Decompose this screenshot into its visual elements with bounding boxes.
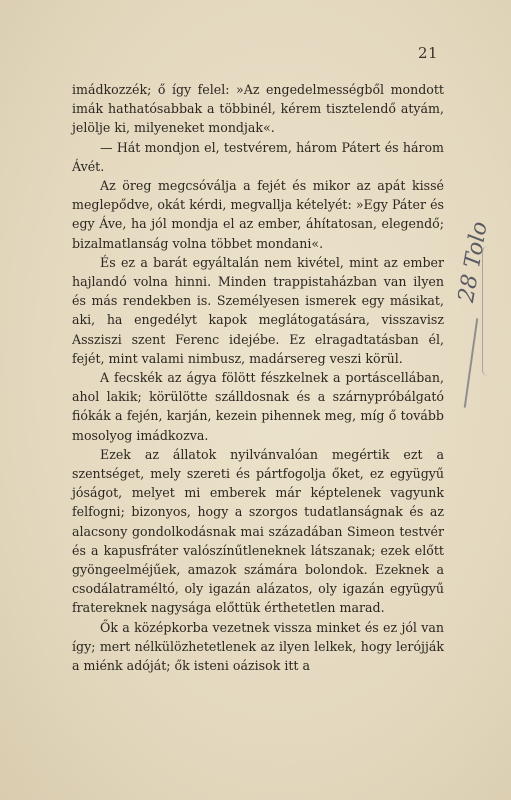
paragraph-4: És ez a barát egyáltalán nem kivétel, mint az ember hajlandó volna hinni. Minden trappistaházban van ilyen és más rendekben is. Személyesen ismerek egy másikat, aki, ha engedélyt kapok meglátogatására, visszavisz Assziszi szent Ferenc idejébe. Ez elragadtatásban él, fejét, mint valami nimbusz, madársereg veszi körül.	[72, 254, 444, 366]
body-text	[72, 80, 444, 675]
pencil-line	[464, 318, 479, 407]
paragraph-1: imádkozzék; ő így felel: »Az engedelmességből mondott imák hathatósabbak a többinél, kérem tisztelendő atyám, jelölje ki, milyeneket mondjak«.	[72, 82, 444, 136]
paragraph-5: A fecskék az ágya fölött fészkelnek a portáscellában, ahol lakik; körülötte szálldosnak és a szárnypróbálgató fiókák a fején, karján, kezein pihennek meg, míg ő tovább mosolyog imádkozva.	[72, 370, 444, 443]
paragraph-7: Ők a középkorba vezetnek vissza minket és ez jól van így; mert nélkülözhetetlenek az ilyen lelkek, hogy lerójják a miénk adóját; ők isteni oázisok itt a	[72, 619, 444, 674]
handwritten-margin-note: 28 Tolo	[454, 219, 493, 305]
paragraph-3: Az öreg megcsóválja a fejét és mikor az apát kissé meglepődve, okát kérdi, megvallja kételyét: »Egy Páter és egy Áve, ha jól mondja el az ember, áhítatosan, elegendő; bizalmatlanság volna többet mondani«.	[72, 178, 444, 251]
page-number: 21	[418, 44, 439, 62]
paragraph-6: Ezek az állatok nyilvánvalóan megértik ezt a szentséget, mely szereti és pártfogolja őket, ez együgyű jóságot, melyet mi emberek már képtelenek vagyunk felfogni; bizonyos, hogy a szorgos tudatlanságnak és az alacsony gondolkodásnak mai századában Simeon testvér és a kapusfráter valószínűtleneknek látszanak; ezek előtt gyöngeelméjűek, amazok számára bolondok. Ezeknek a csodálatraméltó, oly igazán alázatos, oly igazán együgyű fratereknek nagysága előttük érthetetlen marad.	[72, 446, 444, 616]
paragraph-2: — Hát mondjon el, testvérem, három Pátert és három Ávét.	[72, 139, 444, 174]
